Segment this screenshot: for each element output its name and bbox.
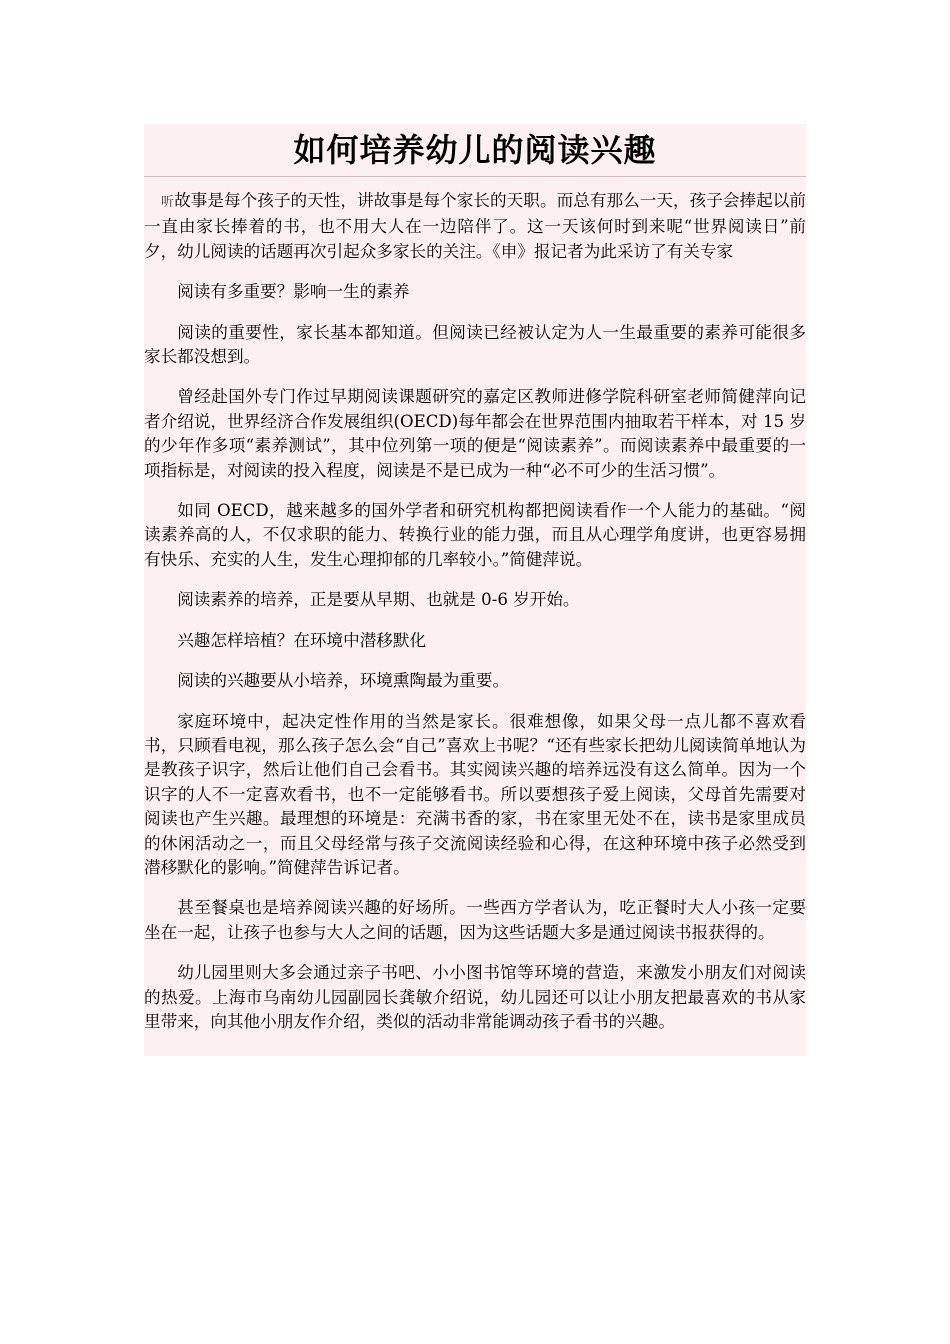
intro-text: 故事是每个孩子的天性，讲故事是每个家长的天职。而总有那么一天，孩子会捧起以前一直由家长捧着的书，也不用大人在一边陪伴了。这一天该何时到来呢“世界阅读日”前夕，幼儿阅读的话题再次引起众多家长的关注。《申》报记者为此采访了有关专家 (144, 191, 806, 261)
document-body (144, 177, 806, 1034)
body-paragraph: 阅读素养的培养，正是要从早期、也就是 0-6 岁开始。 (177, 590, 580, 610)
body-paragraph: 曾经赴国外专门作过早期阅读课题研究的嘉定区教师进修学院科研室老师简健萍向记者介绍说，世界经济合作发展组织(OECD)每年都会在世界范围内抽取若干样本，对 15 岁的少年作多项“素养测试”，其中位列第一项的便是“阅读素养”。而阅读素养中最重要的一项指标是，对阅读的投入程度，阅读是不是已成为一种“必不可少的生活习惯”。 (144, 387, 806, 480)
document-title: 如何培养幼儿的阅读兴趣 (144, 124, 806, 177)
section-heading-importance: 阅读有多重要？影响一生的素养 (177, 282, 410, 302)
body-paragraph: 甚至餐桌也是培养阅读兴趣的好场所。一些西方学者认为，吃正餐时大人小孩一定要坐在一起，让孩子也参与大人之间的话题，因为这些话题大多是通过阅读书报获得的。 (144, 898, 806, 942)
intro-first-char: 听 (161, 195, 175, 210)
body-paragraph: 如同 OECD，越来越多的国外学者和研究机构都把阅读看作一个人能力的基础。“阅读素养高的人，不仅求职的能力、转换行业的能力强，而且从心理学角度讲，也更容易拥有快乐、充实的人生，发生心理抑郁的几率较小。”简健萍说。 (144, 501, 806, 569)
document-page (144, 124, 806, 1056)
body-paragraph: 阅读的重要性，家长基本都知道。但阅读已经被认定为人一生最重要的素养可能很多家长都没想到。 (144, 322, 806, 367)
section-heading-interest: 兴趣怎样培植？在环境中潜移默化 (177, 630, 427, 650)
body-paragraph: 幼儿园里则大多会通过亲子书吧、小小图书馆等环境的营造，来激发小朋友们对阅读的热爱。上海市乌南幼儿园副园长龚敏介绍说，幼儿园还可以让小朋友把最喜欢的书从家里带来，向其他小朋友作介绍，类似的活动非常能调动孩子看书的兴趣。 (144, 963, 806, 1031)
intro-paragraph (144, 189, 806, 264)
body-paragraph: 阅读的兴趣要从小培养，环境熏陶最为重要。 (177, 671, 510, 691)
body-paragraph: 家庭环境中，起决定性作用的当然是家长。很难想像，如果父母一点儿都不喜欢看书，只顾看电视，那么孩子怎么会“自己”喜欢上书呢？“还有些家长把幼儿阅读简单地认为是教孩子识字，然后让他们自己会看书。其实阅读兴趣的培养远没有这么简单。因为一个识字的人不一定喜欢看书，也不一定能够看书。所以要想孩子爱上阅读，父母首先需要对阅读也产生兴趣。最理想的环境是：充满书香的家，书在家里无处不在，读书是家里成员的休闲活动之一，而且父母经常与孩子交流阅读经验和心得，在这种环境中孩子必然受到潜移默化的影响。”简健萍告诉记者。 (144, 711, 806, 877)
